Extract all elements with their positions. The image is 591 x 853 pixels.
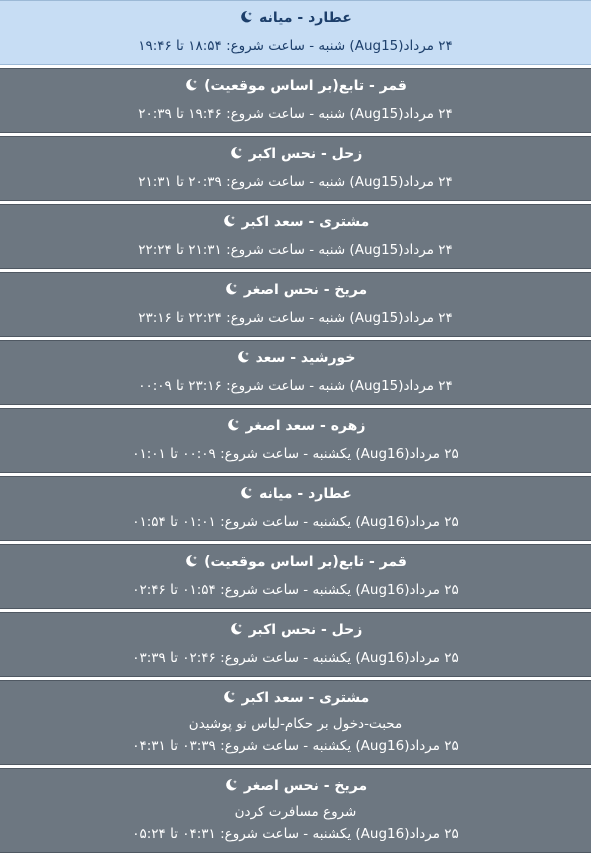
hour-title-row [8, 7, 583, 29]
hour-time-range: ۲۴ مرداد(Aug15) شنبه - ساعت شروع: ۱۹:۴۶ تا ۲۰:۳۹ [138, 106, 453, 122]
hour-card[interactable] [0, 544, 591, 609]
hour-card[interactable] [0, 0, 591, 65]
hour-title: قمر - تابع(بر اساس موقعیت) [204, 78, 407, 94]
hour-note: محبت-دخول بر حکام-لباس نو پوشیدن [188, 716, 403, 732]
hour-title-row [8, 347, 583, 369]
hour-title: مشتری - سعد اکبر [241, 690, 370, 706]
hour-card[interactable] [0, 476, 591, 541]
crescent-moon-star-icon [224, 282, 238, 296]
hour-title-row [8, 483, 583, 505]
hour-time-range: ۲۵ مرداد(Aug16) یکشنبه - ساعت شروع: ۰۰:۰۹ تا ۰۱:۰۱ [132, 446, 459, 462]
hour-card[interactable] [0, 768, 591, 853]
hour-title: مریخ - نحس اصغر [243, 282, 368, 298]
hour-card[interactable] [0, 68, 591, 133]
hour-title: مریخ - نحس اصغر [243, 778, 368, 794]
hour-title-row [8, 775, 583, 797]
hour-title-row [8, 551, 583, 573]
hour-time-range: ۲۵ مرداد(Aug16) یکشنبه - ساعت شروع: ۰۳:۳۹ تا ۰۴:۳۱ [132, 738, 459, 754]
hour-title-row [8, 415, 583, 437]
hour-title: زحل - نحس اکبر [248, 146, 363, 162]
hour-title: خورشید - سعد [255, 350, 356, 366]
hour-time-range: ۲۴ مرداد(Aug15) شنبه - ساعت شروع: ۱۸:۵۴ تا ۱۹:۴۶ [138, 38, 453, 54]
hour-time-range: ۲۵ مرداد(Aug16) یکشنبه - ساعت شروع: ۰۴:۳۱ تا ۰۵:۲۴ [132, 826, 459, 842]
crescent-moon-star-icon [222, 690, 236, 704]
hour-title: زحل - نحس اکبر [248, 622, 363, 638]
crescent-moon-star-icon [184, 554, 198, 568]
hour-title: عطارد - میانه [259, 486, 352, 502]
hour-title-row [8, 143, 583, 165]
hour-time-range: ۲۴ مرداد(Aug15) شنبه - ساعت شروع: ۲۳:۱۶ تا ۰۰:۰۹ [138, 378, 453, 394]
crescent-moon-star-icon [226, 418, 240, 432]
hour-card[interactable] [0, 136, 591, 201]
hour-card[interactable] [0, 340, 591, 405]
crescent-moon-star-icon [184, 78, 198, 92]
crescent-moon-star-icon [229, 622, 243, 636]
crescent-moon-star-icon [236, 350, 250, 364]
hour-note: شروع مسافرت کردن [234, 804, 357, 820]
hour-title-row [8, 687, 583, 709]
crescent-moon-star-icon [224, 778, 238, 792]
crescent-moon-star-icon [229, 146, 243, 160]
hour-title: مشتری - سعد اکبر [241, 214, 370, 230]
hour-card[interactable] [0, 204, 591, 269]
hour-title-row [8, 211, 583, 233]
hour-title: عطارد - میانه [259, 10, 352, 26]
hour-card[interactable] [0, 612, 591, 677]
hour-card[interactable] [0, 408, 591, 473]
hour-title-row [8, 619, 583, 641]
hour-time-range: ۲۵ مرداد(Aug16) یکشنبه - ساعت شروع: ۰۱:۵۴ تا ۰۲:۴۶ [132, 582, 459, 598]
hour-card[interactable] [0, 680, 591, 765]
hour-time-range: ۲۴ مرداد(Aug15) شنبه - ساعت شروع: ۲۰:۳۹ تا ۲۱:۳۱ [138, 174, 453, 190]
hour-time-range: ۲۴ مرداد(Aug15) شنبه - ساعت شروع: ۲۲:۲۴ تا ۲۳:۱۶ [138, 310, 453, 326]
hour-title: قمر - تابع(بر اساس موقعیت) [204, 554, 407, 570]
hour-title-row [8, 279, 583, 301]
hour-time-range: ۲۵ مرداد(Aug16) یکشنبه - ساعت شروع: ۰۲:۴۶ تا ۰۳:۳۹ [132, 650, 459, 666]
hour-title: زهره - سعد اصغر [245, 418, 366, 434]
hour-card[interactable] [0, 272, 591, 337]
crescent-moon-star-icon [239, 486, 253, 500]
hour-time-range: ۲۴ مرداد(Aug15) شنبه - ساعت شروع: ۲۱:۳۱ تا ۲۲:۲۴ [138, 242, 453, 258]
hour-title-row [8, 75, 583, 97]
crescent-moon-star-icon [222, 214, 236, 228]
crescent-moon-star-icon [239, 10, 253, 24]
hour-time-range: ۲۵ مرداد(Aug16) یکشنبه - ساعت شروع: ۰۱:۰۱ تا ۰۱:۵۴ [132, 514, 459, 530]
